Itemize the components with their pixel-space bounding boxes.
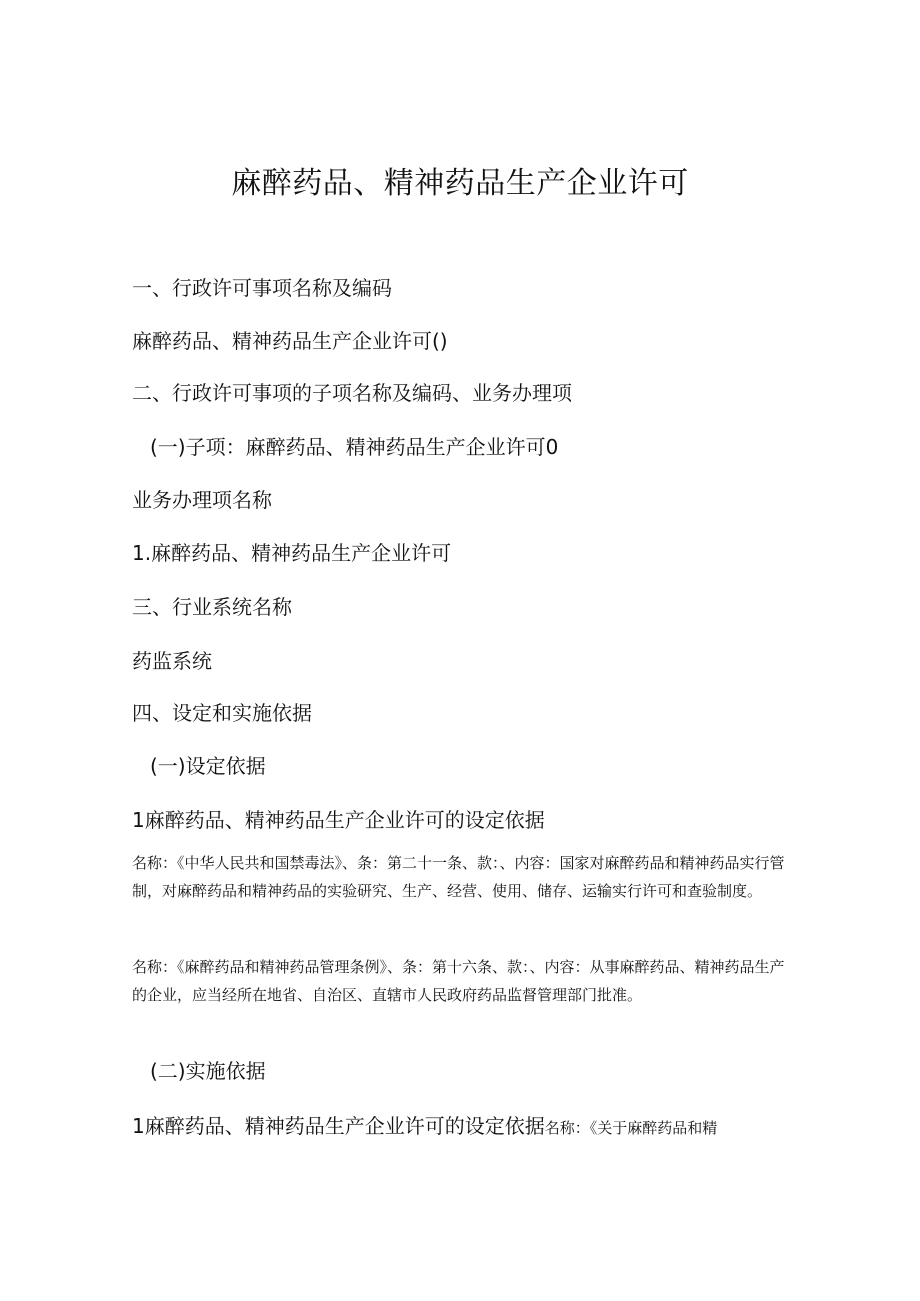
setting-basis-heading: (一)设定依据 [150,754,266,778]
section-1-heading: 一、行政许可事项名称及编码 [132,276,392,300]
section-4-heading: 四、设定和实施依据 [132,701,312,725]
implementation-basis-heading: (二)实施依据 [150,1059,266,1083]
section-3-heading: 三、行业系统名称 [132,595,292,619]
section-2-subitem: (一)子项：麻醉药品、精神药品生产企业许可0 [150,435,559,459]
document-title: 麻醉药品、精神药品生产企业许可 [231,166,689,201]
section-2-heading: 二、行政许可事项的子项名称及编码、业务办理项 [132,381,572,405]
section-3-value: 药监系统 [132,649,212,673]
business-item-label: 业务办理项名称 [132,488,272,512]
section-1-value: 麻醉药品、精神药品生产企业许可() [132,329,448,353]
implementation-basis-item [132,1111,717,1143]
implementation-item-tail: 名称：《关于麻醉药品和精 [544,1119,718,1137]
business-item-1: 1.麻醉药品、精神药品生产企业许可 [132,541,452,565]
setting-basis-item-title: 1麻醉药品、精神药品生产企业许可的设定依据 [132,808,545,832]
implementation-item-title: 1麻醉药品、精神药品生产企业许可的设定依据 [132,1114,545,1138]
legal-basis-paragraph-1: 名称：《中华人民共和国禁毒法》、条：第二十一条、款：、内容：国家对麻醉药品和精神药品实行管制，对麻醉药品和精神药品的实验研究、生产、经营、使用、储存、运输实行许可和查验制度。 [132,854,785,900]
legal-basis-paragraph-2: 名称：《麻醉药品和精神药品管理条例》、条：第十六条、款：、内容：从事麻醉药品、精神药品生产的企业，应当经所在地省、自治区、直辖市人民政府药品监督管理部门批准。 [132,958,785,1004]
